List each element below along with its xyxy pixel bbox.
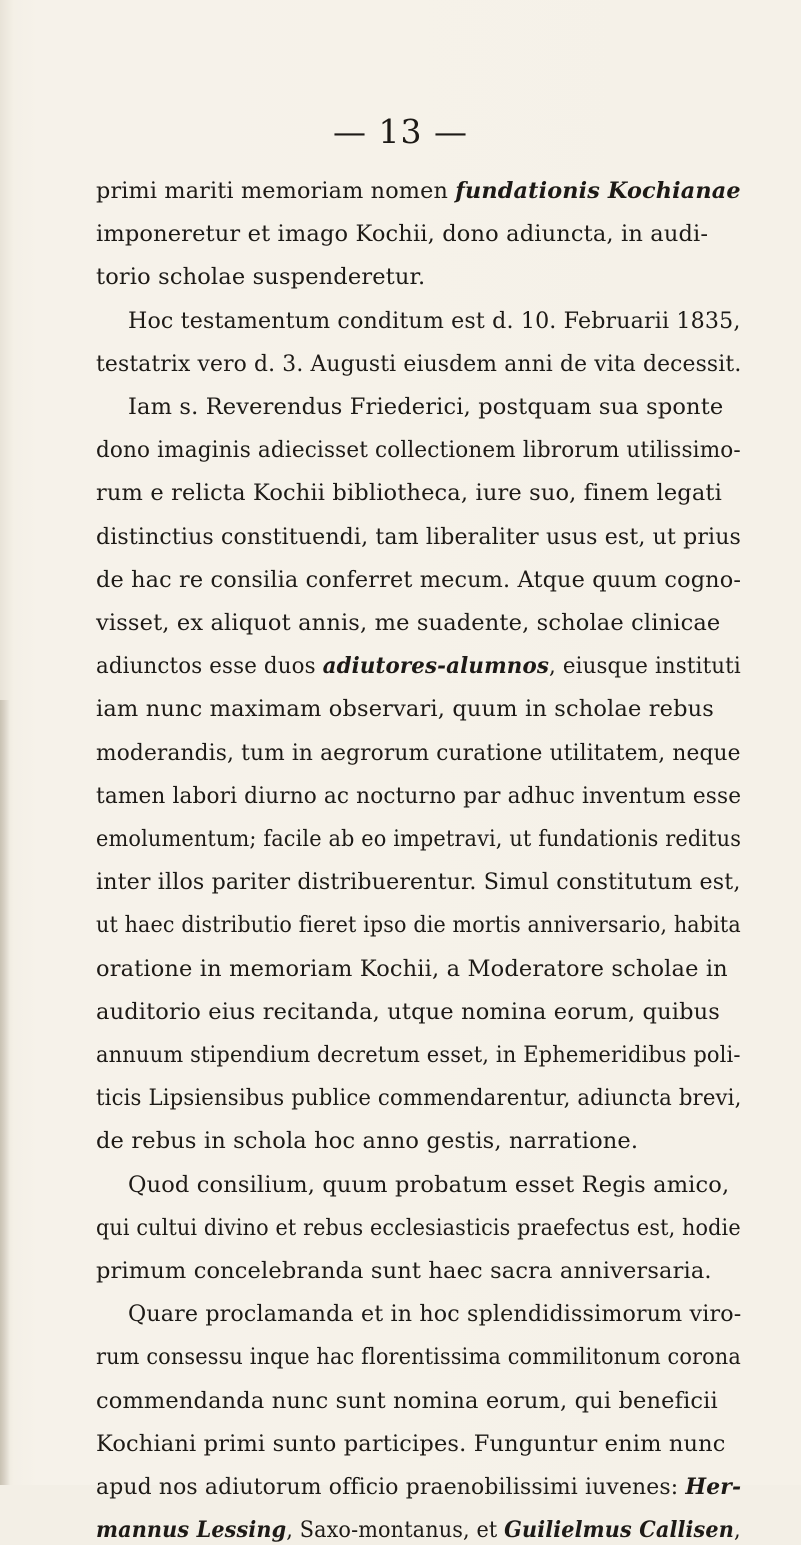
text-segment: , eiusque instituti — [548, 653, 741, 680]
text-segment: visset, ex aliquot annis, me suadente, scholae clinicae — [96, 610, 721, 636]
text-segment: qui cultui divino et rebus ecclesiasticis praefectus est, hodie — [96, 1214, 741, 1241]
text-line — [128, 392, 723, 422]
page-number: — 13 — — [333, 112, 468, 151]
text-line — [96, 219, 708, 249]
text-segment: rum consessu inque hac florentissima commilitonum corona — [96, 1344, 741, 1371]
text-segment: Quare proclamanda et in hoc splendidissimorum viro- — [128, 1301, 742, 1328]
text-line — [96, 781, 741, 811]
text-segment: Quod consilium, quum probatum esset Regis amico, — [128, 1171, 730, 1198]
text-line — [128, 1299, 741, 1329]
italic-text: adiutores-alumnos — [322, 653, 549, 680]
text-line — [96, 910, 741, 940]
italic-text: Guilielmus Callisen — [504, 1517, 734, 1544]
text-line — [96, 1472, 741, 1502]
text-segment: emolumentum; facile ab eo impetravi, ut fundationis reditus — [96, 826, 742, 852]
text-line — [128, 306, 741, 336]
text-segment: auditorio eius recitanda, utque nomina eorum, quibus — [96, 998, 720, 1025]
text-segment: , Saxo-montanus, et — [286, 1517, 505, 1544]
text-line — [96, 651, 741, 681]
text-line — [96, 1083, 741, 1113]
text-line — [96, 522, 741, 552]
text-line — [96, 1040, 741, 1070]
text-line — [96, 824, 741, 854]
text-line — [96, 1213, 741, 1243]
text-segment: Iam s. Reverendus Friederici, postquam sua sponte — [128, 394, 724, 420]
text-line — [96, 478, 722, 508]
text-line — [96, 867, 741, 897]
text-segment: de hac re consilia conferret mecum. Atque quum cogno- — [96, 566, 742, 593]
text-line — [96, 1256, 712, 1286]
text-line — [96, 608, 720, 638]
text-segment: tamen labori diurno ac nocturno par adhuc inventum esse — [96, 782, 742, 809]
text-line — [128, 1170, 729, 1200]
text-segment: commendanda nunc sunt nomina eorum, qui beneficii — [96, 1387, 718, 1414]
text-segment: ut haec distributio fieret ipso die mortis anniversario, habita — [96, 912, 741, 939]
italic-text: fundationis Kochianae — [455, 178, 741, 204]
text-segment: annuum stipendium decretum esset, in Ephemeridibus poli- — [96, 1042, 741, 1068]
text-line — [96, 349, 741, 379]
text-segment: dono imaginis adiecisset collectionem librorum utilissimo- — [96, 437, 741, 464]
text-segment: iam nunc maximam observari, quum in scholae rebus — [96, 696, 714, 723]
text-segment: , — [733, 1517, 741, 1544]
text-line — [96, 435, 741, 465]
text-line — [96, 738, 741, 768]
text-segment: primi mariti memoriam nomen — [96, 178, 456, 204]
text-segment: Hoc testamentum conditum est d. 10. Februarii 1835, — [128, 307, 741, 334]
text-segment: imponeretur et imago Kochii, dono adiuncta, in audi- — [96, 221, 709, 248]
text-segment: adiunctos esse duos — [96, 653, 323, 680]
text-line — [96, 1342, 741, 1372]
text-line — [96, 565, 741, 595]
text-line — [96, 1126, 638, 1156]
text-segment: inter illos pariter distribuerentur. Simul constitutum est, — [96, 869, 741, 896]
text-line — [96, 1386, 718, 1416]
text-segment: torio scholae suspenderetur. — [96, 264, 426, 291]
text-segment: moderandis, tum in aegrorum curatione utilitatem, neque — [96, 739, 741, 766]
text-segment: testatrix vero d. 3. Augusti eiusdem anni de vita decessit. — [96, 350, 742, 377]
text-segment: distinctius constituendi, tam liberaliter usus est, ut prius — [96, 523, 741, 550]
text-line — [96, 1515, 741, 1545]
text-segment: rum e relicta Kochii bibliotheca, iure suo, finem legati — [96, 480, 722, 507]
italic-text: mannus Lessing — [96, 1517, 287, 1544]
text-segment: apud nos adiutorum officio praenobilissimi iuvenes: — [96, 1474, 686, 1500]
text-line — [96, 997, 720, 1027]
text-segment: oratione in memoriam Kochii, a Moderatore scholae in — [96, 955, 728, 982]
text-line — [96, 694, 714, 724]
text-line — [96, 176, 741, 206]
text-line — [96, 1429, 726, 1459]
italic-text: Her- — [685, 1474, 742, 1500]
text-segment: primum concelebranda sunt haec sacra anniversaria. — [96, 1258, 712, 1284]
text-line — [96, 954, 728, 984]
text-segment: de rebus in schola hoc anno gestis, narratione. — [96, 1128, 639, 1155]
text-segment: ticis Lipsiensibus publice commendarentur, adiuncta brevi, — [96, 1085, 742, 1112]
text-line — [96, 262, 425, 292]
text-segment: Kochiani primi sunto participes. Funguntur enim nunc — [96, 1430, 726, 1457]
